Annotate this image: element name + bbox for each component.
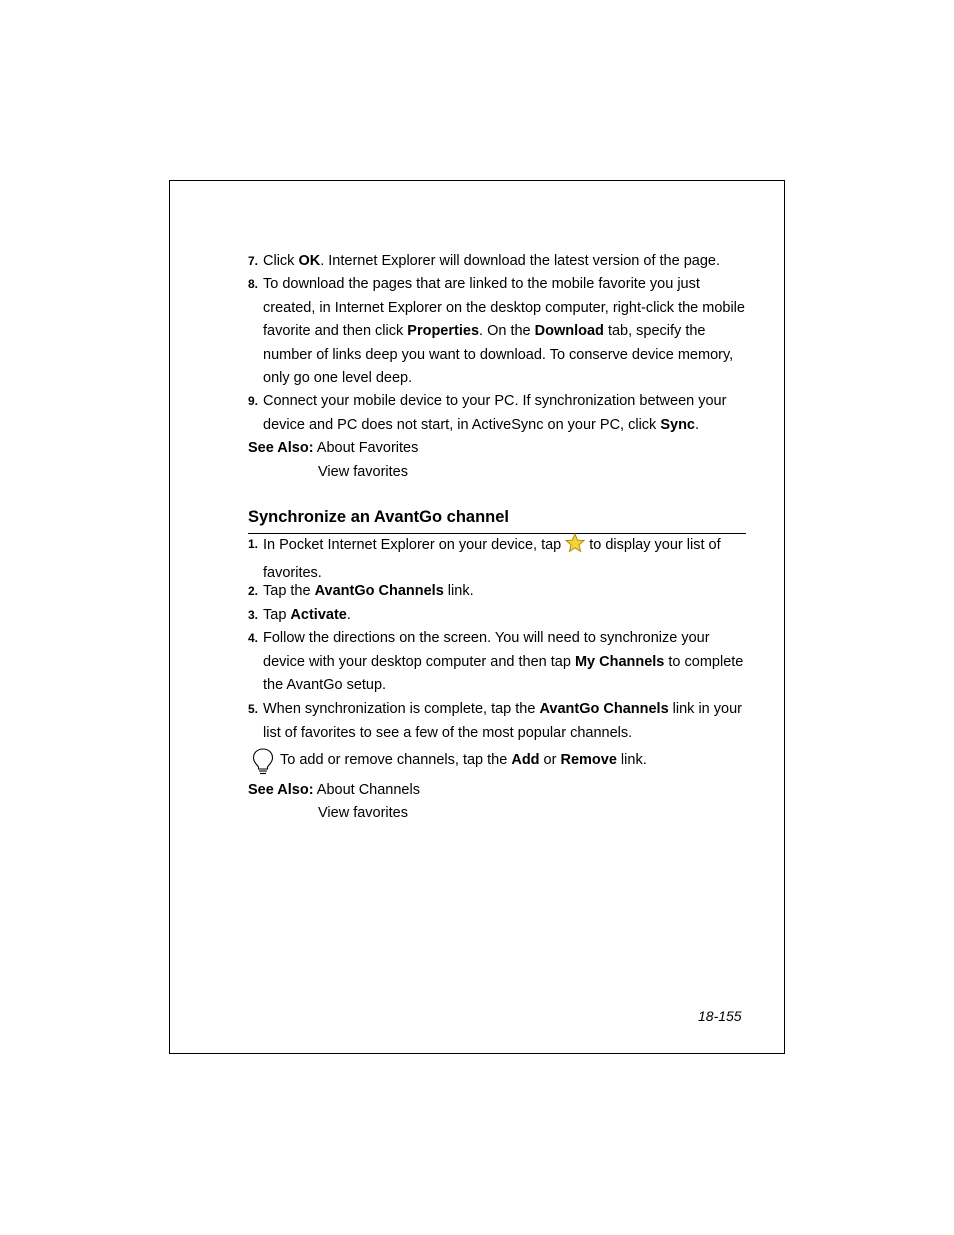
see-also-favorites: See Also: About Favorites <box>248 440 419 456</box>
ui-term: AvantGo Channels <box>539 701 669 717</box>
step-9: 9. Connect your mobile device to your PC. If synchronization between your device and PC does not start, in ActiveSync on your PC, click Sync. <box>248 390 748 437</box>
step-fragment: Click <box>263 253 299 269</box>
step-fragment: to complete the AvantGo setup. <box>263 653 744 693</box>
step-fragment: link. <box>443 583 474 599</box>
step-8: 8. To download the pages that are linked to the mobile favorite you just created, in Internet Explorer on the desktop computer, right-click the mobile favorite and then click Properties. On the Download tab, specify the number of links deep you want to download. To conserve device memory, only go one level deep. <box>248 273 748 391</box>
step-fragment: . On the <box>479 323 535 339</box>
step-fragment: . <box>346 607 351 623</box>
step-8-text <box>263 273 748 391</box>
step-4: 4. Follow the directions on the screen. You will need to synchronize your device with your desktop computer and then tap My Channels to complete the AvantGo setup. <box>248 627 748 698</box>
step-9-text <box>263 390 748 437</box>
step-fragment: . <box>695 416 700 433</box>
step-3-text <box>263 604 748 628</box>
section-heading: Synchronize an AvantGo channel <box>248 508 509 526</box>
step-5: 5. When synchronization is complete, tap the AvantGo Channels link in your list of favorites to see a few of the most popular channels. <box>248 698 748 745</box>
step-fragment: tab, specify the number of links deep you want to download. To conserve device memory, only go one level deep. <box>263 323 734 386</box>
step-fragment: Tap the <box>263 583 315 599</box>
step-5-text <box>263 698 748 745</box>
ui-term: Activate <box>290 607 347 623</box>
star-icon <box>565 533 585 562</box>
step-fragment: Follow the directions on the screen. You will need to synchronize your device with your desktop computer and then tap <box>263 630 710 670</box>
ui-term: Sync <box>660 416 695 433</box>
link-about-channels[interactable]: About Channels <box>316 782 420 798</box>
step-3: 3. Tap Activate. <box>248 604 748 628</box>
ui-term: OK <box>298 253 321 269</box>
step-fragment: When synchronization is complete, tap the <box>263 701 540 717</box>
see-also-channels: See Also: About Channels <box>248 782 420 798</box>
step-1: 1. In Pocket Internet Explorer on your device, tap to display your list of favorites. <box>248 533 748 585</box>
step-7: 7. Click OK. Internet Explorer will download the latest version of the page. <box>248 250 748 274</box>
step-4-text <box>263 627 748 698</box>
link-view-favorites-2[interactable]: View favorites <box>318 805 408 821</box>
step-fragment: . Internet Explorer will download the latest version of the page. <box>320 253 720 269</box>
step-2-text <box>263 580 748 604</box>
step-fragment: Tap <box>263 607 291 623</box>
link-about-favorites[interactable]: About Favorites <box>316 440 419 456</box>
ui-term: Download <box>534 323 604 339</box>
link-view-favorites[interactable]: View favorites <box>318 464 408 480</box>
page-number: 18-155 <box>698 1008 742 1024</box>
lightbulb-icon <box>252 748 274 781</box>
ui-term: Properties <box>407 323 480 339</box>
ui-term: My Channels <box>574 653 665 670</box>
tip-text: To add or remove channels, tap the Add or Remove link. <box>280 752 647 768</box>
step-fragment: Connect your mobile device to your PC. If synchronization between your device and PC does not start, in ActiveSync on your PC, click <box>263 393 727 433</box>
step-fragment: link in your list of favorites to see a few of the most popular channels. <box>263 701 742 741</box>
step-7-text <box>263 250 748 274</box>
step-2: 2. Tap the AvantGo Channels link. <box>248 580 748 604</box>
ui-term: AvantGo Channels <box>314 583 444 599</box>
step-fragment: To download the pages that are linked to the mobile favorite you just created, in Internet Explorer on the desktop computer, right-click the mobile favorite and then click <box>263 276 745 339</box>
